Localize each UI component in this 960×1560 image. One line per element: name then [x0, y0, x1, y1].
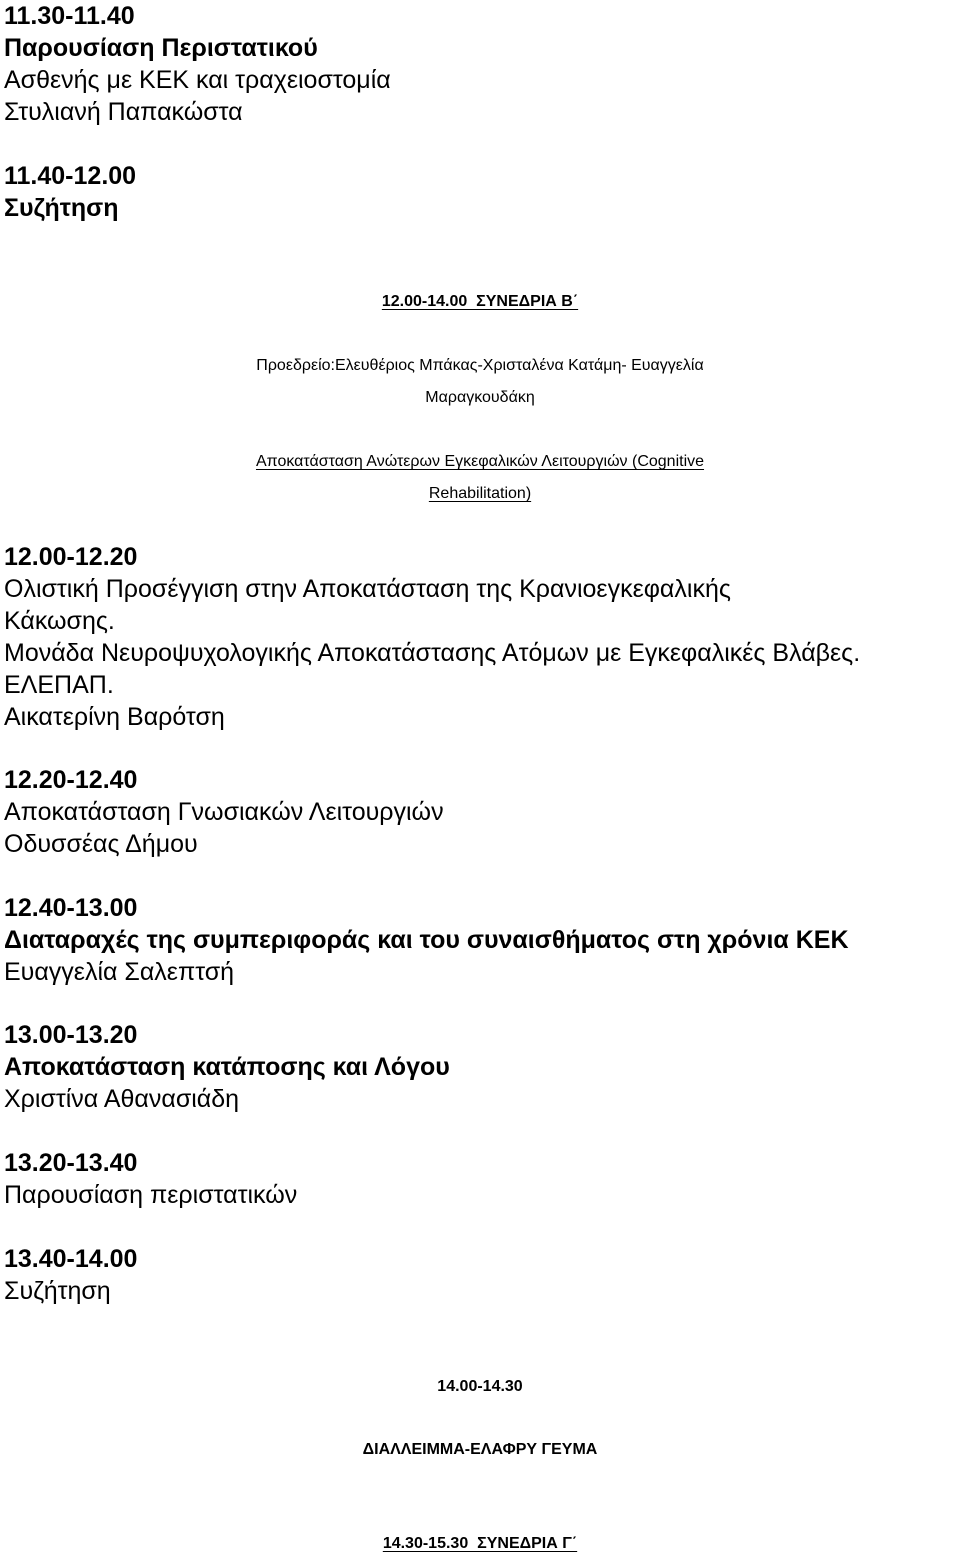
- block1-title: Παρουσίαση Περιστατικού: [4, 34, 318, 62]
- block2-time: 11.40-12.00: [4, 162, 137, 190]
- talk6-title: Συζήτηση: [4, 1277, 111, 1305]
- talk1-affiliation-line2: ΕΛΕΠΑΠ.: [4, 671, 114, 699]
- talk2-title: Αποκατάσταση Γνωσιακών Λειτουργιών: [4, 798, 444, 826]
- session-b-heading: 12.00-14.00 ΣΥΝΕΔΡΙΑ Β΄: [381, 293, 579, 310]
- block1-speaker: Στυλιανή Παπακώστα: [4, 98, 243, 126]
- block1-time: 11.30-11.40: [4, 2, 135, 30]
- break-time: 14.00-14.30: [437, 1378, 523, 1395]
- talk1-title-line2: Κάκωσης.: [4, 607, 115, 635]
- talk3-speaker: Ευαγγελία Σαλεπτσή: [4, 958, 235, 986]
- talk4-title: Αποκατάσταση κατάποσης και Λόγου: [4, 1053, 450, 1081]
- talk4-time: 13.00-13.20: [4, 1021, 138, 1049]
- session-b-chairs-line1: Προεδρείο:Ελευθέριος Μπάκας-Χρισταλένα Κατάμη- Ευαγγελία: [256, 357, 704, 374]
- break-title: ΔΙΑΛΛΕΙΜΜΑ-ΕΛΑΦΡΥ ΓΕΥΜΑ: [362, 1441, 598, 1458]
- talk1-time: 12.00-12.20: [4, 543, 138, 571]
- talk5-time: 13.20-13.40: [4, 1149, 138, 1177]
- block2-title: Συζήτηση: [4, 194, 119, 222]
- talk2-speaker: Οδυσσέας Δήμου: [4, 830, 198, 858]
- session-b-topic-line2: Rehabilitation): [428, 485, 532, 502]
- talk3-time: 12.40-13.00: [4, 894, 138, 922]
- talk4-speaker: Χριστίνα Αθανασιάδη: [4, 1085, 240, 1113]
- block1-subtitle: Ασθενής με ΚΕΚ και τραχειοστομία: [4, 66, 391, 94]
- talk6-time: 13.40-14.00: [4, 1245, 138, 1273]
- session-b-topic-line1: Αποκατάσταση Ανώτερων Εγκεφαλικών Λειτουργιών (Cognitive: [255, 453, 705, 470]
- talk2-time: 12.20-12.40: [4, 766, 138, 794]
- session-b-chairs-line2: Μαραγκουδάκη: [425, 389, 535, 406]
- talk1-affiliation-line1: Μονάδα Νευροψυχολογικής Αποκατάστασης Ατόμων με Εγκεφαλικές Βλάβες.: [4, 639, 861, 667]
- session-c-heading: 14.30-15.30 ΣΥΝΕΔΡΙΑ Γ΄: [382, 1535, 578, 1552]
- talk3-title: Διαταραχές της συμπεριφοράς και του συναισθήματος στη χρόνια ΚΕΚ: [4, 926, 849, 954]
- talk5-title: Παρουσίαση περιστατικών: [4, 1181, 298, 1209]
- talk1-title-line1: Ολιστική Προσέγγιση στην Αποκατάσταση της Κρανιοεγκεφαλικής: [4, 575, 731, 603]
- talk1-speaker: Αικατερίνη Βαρότση: [4, 703, 225, 731]
